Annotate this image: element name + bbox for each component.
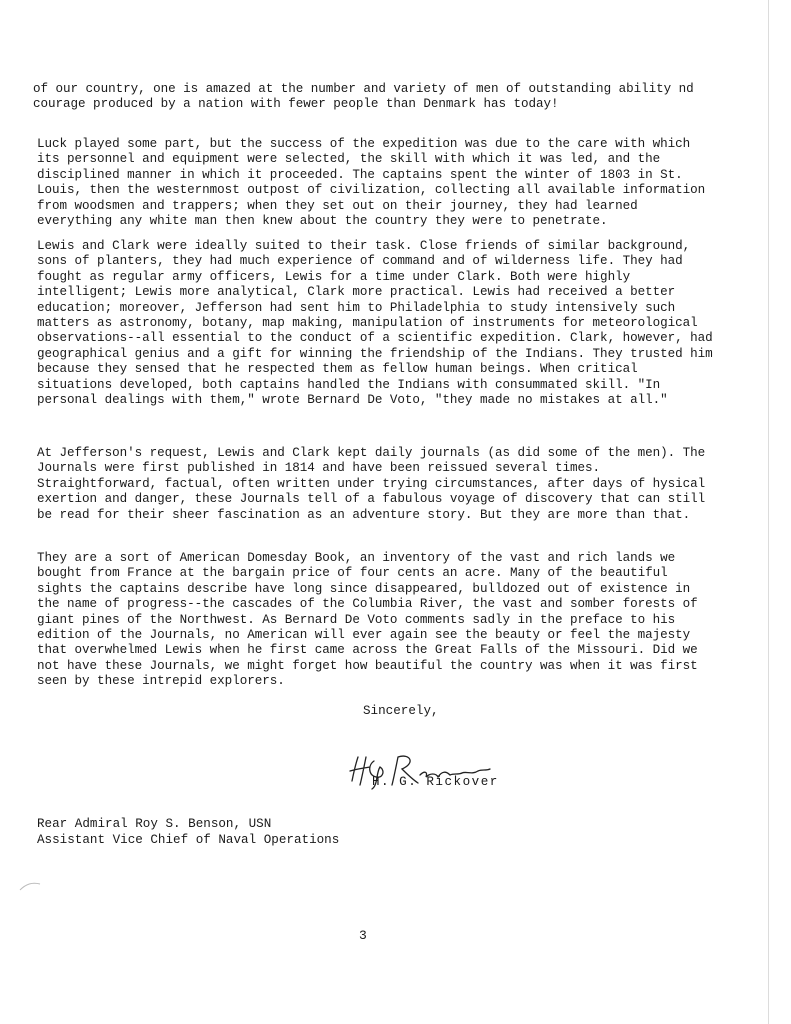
addressee-name: Rear Admiral Roy S. Benson, USN [37, 817, 272, 831]
page-number: 3 [359, 928, 367, 943]
stray-pen-mark [18, 880, 44, 892]
addressee-title: Assistant Vice Chief of Naval Operations [37, 833, 340, 847]
typed-signature-name: H. G. Rickover [372, 775, 499, 789]
paragraph-continuation: of our country, one is amazed at the number and variety of men of outstanding ability nd courage produced by a nation with fewer people than Denmark has today! [33, 82, 694, 112]
paragraph-domesday-book: They are a sort of American Domesday Book, an inventory of the vast and rich lands we bought from France at the bargain price of four cents an acre. Many of the beautiful sights the captains describe have long since disappeared, bulldozed out of existence in the name of progress--the cascades of the Columbia River, the vast and somber forests of giant pines of the Northwest. As Bernard De Voto comments sadly in the preface to his edition of the Journals, no American will ever again see the beauty or feel the majesty that overwhelmed Lewis when he first came across the Great Falls of the Missouri. Did we not have these Journals, we might forget how beautiful the country was when it was first seen by these intrepid explorers. [37, 551, 698, 689]
paragraph-lewis-and-clark: Lewis and Clark were ideally suited to their task. Close friends of similar background, sons of planters, they had much experience of command and of wilderness life. They had fought as regular army officers, Lewis for a time under Clark. Both were highly intelligent; Lewis more analytical, Clark more practical. Lewis had received a better education; moreover, Jefferson had sent him to Philadelphia to study intensively such matters as astronomy, botany, map making, manipulation of instruments for meteorological observations--all essential to the conduct of a scientific expedition. Clark, however, had geographical genius and a gift for winning the friendship of the Indians. They trusted him because they sensed that he respected them as fellow human beings. When critical situations developed, both captains handled the Indians with consummated skill. "In personal dealings with them," wrote Bernard De Voto, "they made no mistakes at all." [37, 239, 713, 408]
page-edge-line [768, 0, 769, 1024]
paragraph-luck: Luck played some part, but the success of the expedition was due to the care with which its personnel and equipment were selected, the skill with which it was led, and the disciplined manner in which it proceeded. The captains spent the winter of 1803 in St. Louis, then the westernmost outpost of civilization, collecting all available information from woodsmen and trappers; when they set out on their journey, they had learned everything any white man then knew about the country they were to penetrate. [37, 137, 706, 229]
addressee-block [37, 816, 339, 848]
closing-salutation: Sincerely, [363, 704, 439, 718]
paragraph-journals: At Jefferson's request, Lewis and Clark kept daily journals (as did some of the men). The Journals were first published in 1814 and have been reissued several times. Straightforward, factual, often written under trying circumstances, after days of hysical exertion and danger, these Journals tell of a fabulous voyage of discovery that can still be read for their sheer fascination as an adventure story. But they are more than that. [37, 446, 706, 522]
